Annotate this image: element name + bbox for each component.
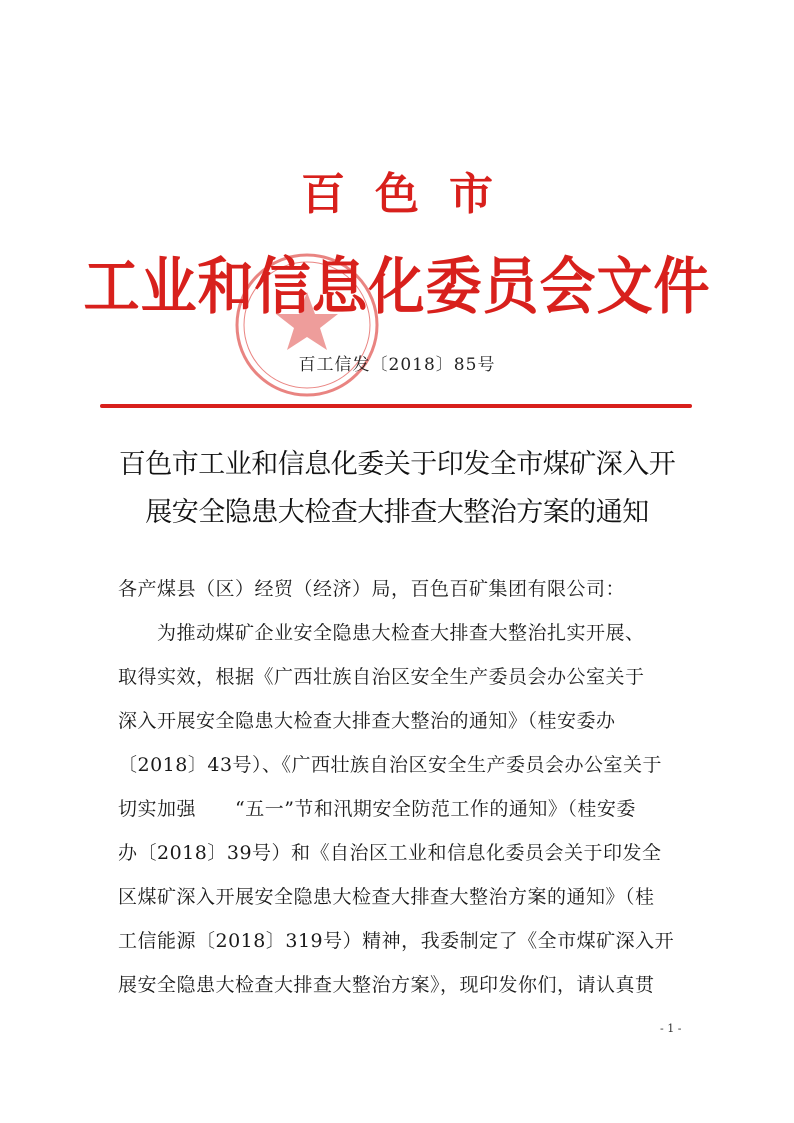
page-number: - 1 - <box>660 1022 682 1035</box>
document-title-line-1: 百色市工业和信息化委关于印发全市煤矿深入开 <box>118 449 676 480</box>
body-line: 〔2018〕43号）、《广西壮族自治区安全生产委员会办公室关于 <box>118 754 663 776</box>
body-line: 为推动煤矿企业安全隐患大检查大排查大整治扎实开展、 <box>118 622 645 644</box>
body-line: 工信能源〔2018〕319号）精神，我委制定了《全市煤矿深入开 <box>118 930 675 952</box>
body-line: 深入开展安全隐患大检查大排查大整治的通知》（桂安委办 <box>118 710 616 732</box>
body-line: 办〔2018〕39号）和《自治区工业和信息化委员会关于印发全 <box>118 842 662 864</box>
body-line: 区煤矿深入开展安全隐患大检查大排查大整治方案的通知》（桂 <box>118 886 655 908</box>
body-line: 取得实效，根据《广西壮族自治区安全生产委员会办公室关于 <box>118 666 645 688</box>
document-number: 百工信发〔2018〕85号 <box>298 355 496 375</box>
body-line: 展安全隐患大检查大排查大整治方案》，现印发你们，请认真贯 <box>118 974 655 996</box>
document-title-line-2: 展安全隐患大检查大排查大整治方案的通知 <box>145 497 649 528</box>
red-divider <box>100 404 692 408</box>
body-line: 切实加强 “五一”节和汛期安全防范工作的通知》（桂安委 <box>118 798 636 820</box>
body-line: 各产煤县（区）经贸（经济）局，百色百矿集团有限公司： <box>118 578 626 600</box>
header-city: 百色市 <box>301 169 523 220</box>
header-organization: 工业和信息化委员会文件 <box>83 251 711 323</box>
